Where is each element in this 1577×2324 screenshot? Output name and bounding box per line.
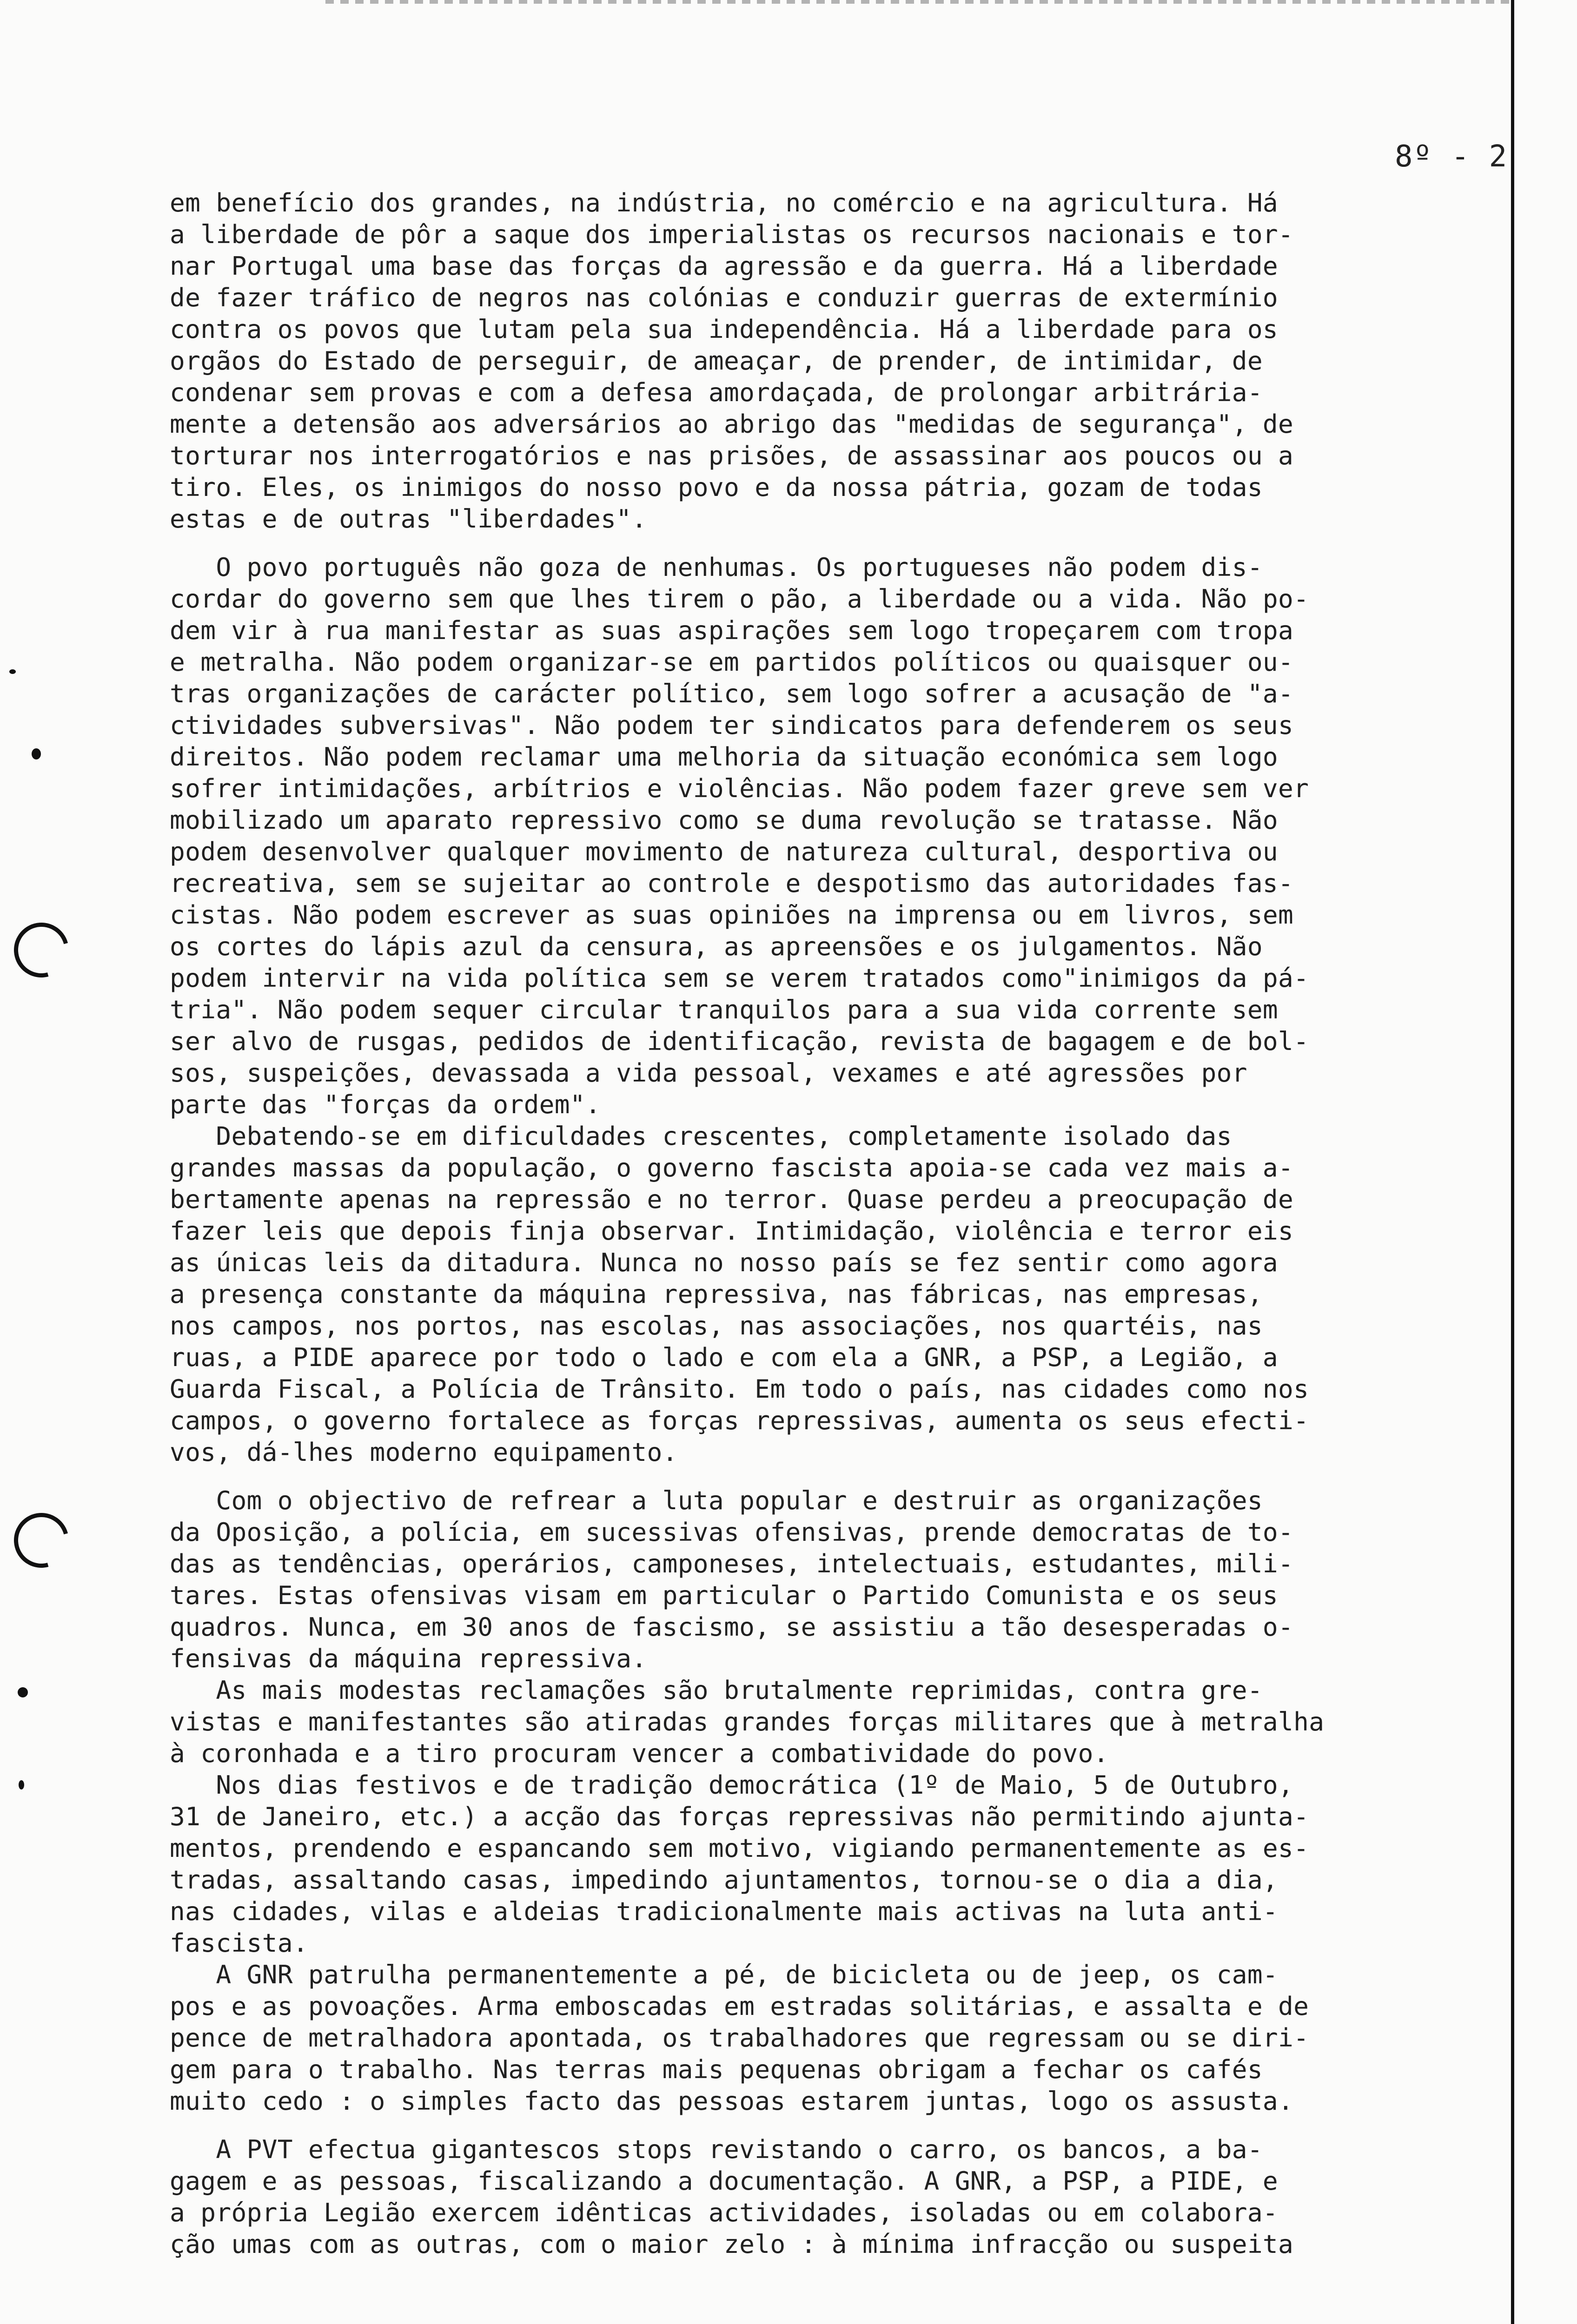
text-line: cistas. Não podem escrever as suas opiniões na imprensa ou em livros, sem [170,900,1294,930]
text-line: orgãos do Estado de perseguir, de ameaçar, de prender, de intimidar, de [170,346,1263,376]
paragraph-gap [170,2117,1499,2133]
text-line: fascista. [170,1928,309,1958]
text-line: ruas, a PIDE aparece por todo o lado e com ela a GNR, a PSP, a Legião, a [170,1342,1279,1372]
text-line: cordar do governo sem que lhes tirem o pão, a liberdade ou a vida. Não po- [170,584,1309,614]
text-line: as únicas leis da ditadura. Nunca no nosso país se fez sentir como agora [170,1248,1279,1277]
margin-dot-mark [18,1687,28,1697]
text-line: vos, dá-lhes moderno equipamento. [170,1437,678,1467]
text-line: de fazer tráfico de negros nas colónias e conduzir guerras de extermínio [170,283,1279,312]
text-line: estas e de outras "liberdades". [170,504,647,534]
text-line: ctividades subversivas". Não podem ter sindicatos para defenderem os seus [170,710,1294,740]
text-line: tares. Estas ofensivas visam em particular o Partido Comunista e os seus [170,1580,1279,1610]
text-line: tradas, assaltando casas, impedindo ajuntamentos, tornou-se o dia a dia, [170,1865,1279,1895]
text-line: a presença constante da máquina repressiva, nas fábricas, nas empresas, [170,1279,1263,1309]
text-line: parte das "forças da ordem". [170,1089,601,1119]
text-line: ção umas com as outras, com o maior zelo : à mínima infracção ou suspeita [170,2229,1294,2259]
text-line: Guarda Fiscal, a Polícia de Trânsito. Em todo o país, nas cidades como nos [170,1374,1309,1404]
text-line: 31 de Janeiro, etc.) a acção das forças repressivas não permitindo ajunta- [170,1802,1309,1831]
document-body-text [170,187,1499,2260]
text-line: Debatendo-se em dificuldades crescentes, completamente isolado das [170,1121,1232,1151]
binder-hole-ring [4,1503,79,1578]
margin-dot-mark [32,748,41,759]
text-line: vistas e manifestantes são atiradas grandes forças militares que à metralha [170,1707,1325,1736]
text-line: pence de metralhadora apontada, os trabalhadores que regressam ou se diri- [170,2023,1309,2053]
text-line: quadros. Nunca, em 30 anos de fascismo, se assistiu a tão desesperadas o- [170,1612,1294,1642]
text-line: O povo português não goza de nenhumas. Os portugueses não podem dis- [170,552,1263,582]
text-line: nar Portugal uma base das forças da agressão e da guerra. Há a liberdade [170,251,1279,281]
text-line: contra os povos que lutam pela sua independência. Há a liberdade para os [170,314,1279,344]
text-line: Com o objectivo de refrear a luta popular e destruir as organizações [170,1486,1263,1515]
text-line: mentos, prendendo e espancando sem motivo, vigiando permanentemente as es- [170,1833,1309,1863]
text-line: A GNR patrulha permanentemente a pé, de bicicleta ou de jeep, os cam- [170,1960,1279,1989]
text-line: campos, o governo fortalece as forças repressivas, aumenta os seus efecti- [170,1406,1309,1435]
right-margin-rule [1511,0,1514,2324]
top-edge-rule [325,0,1516,4]
text-line: gagem e as pessoas, fiscalizando a documentação. A GNR, a PSP, a PIDE, e [170,2166,1279,2196]
paragraph-gap [170,1468,1499,1485]
text-line: torturar nos interrogatórios e nas prisões, de assassinar aos poucos ou a [170,441,1294,470]
text-line: tiro. Eles, os inimigos do nosso povo e da nossa pátria, gozam de todas [170,472,1263,502]
text-line: tria". Não podem sequer circular tranquilos para a sua vida corrente sem [170,995,1279,1024]
text-line: pos e as povoações. Arma emboscadas em estradas solitárias, e assalta e de [170,1991,1309,2021]
text-line: e metralha. Não podem organizar-se em partidos políticos ou quaisquer ou- [170,647,1294,677]
text-line: à coronhada e a tiro procuram vencer a combatividade do povo. [170,1738,1109,1768]
margin-dot-mark [19,1780,24,1789]
text-line: grandes massas da população, o governo fascista apoia-se cada vez mais a- [170,1153,1294,1182]
text-line: podem intervir na vida política sem se verem tratados como"inimigos da pá- [170,963,1309,993]
text-line: fensivas da máquina repressiva. [170,1644,647,1673]
text-line: nos campos, nos portos, nas escolas, nas associações, nos quartéis, nas [170,1311,1263,1340]
text-line: sofrer intimidações, arbítrios e violências. Não podem fazer greve sem ver [170,773,1309,803]
text-line: sos, suspeições, devassada a vida pessoal, vexames e até agressões por [170,1058,1247,1088]
text-line: nas cidades, vilas e aldeias tradicionalmente mais activas na luta anti- [170,1896,1279,1926]
text-line: bertamente apenas na repressão e no terror. Quase perdeu a preocupação de [170,1184,1294,1214]
text-line: fazer leis que depois finja observar. Intimidação, violência e terror eis [170,1216,1294,1246]
text-line: muito cedo : o simples facto das pessoas estarem juntas, logo os assusta. [170,2086,1294,2116]
text-line: a própria Legião exercem idênticas actividades, isoladas ou em colabora- [170,2198,1279,2227]
text-line: das as tendências, operários, camponeses, intelectuais, estudantes, mili- [170,1549,1294,1578]
text-line: dem vir à rua manifestar as suas aspirações sem logo tropeçarem com tropa [170,615,1294,645]
text-line: condenar sem provas e com a defesa amordaçada, de prolongar arbitrária- [170,377,1263,407]
text-line: As mais modestas reclamações são brutalmente reprimidas, contra gre- [170,1675,1263,1705]
binder-hole-ring [4,912,79,987]
text-line: direitos. Não podem reclamar uma melhoria da situação económica sem logo [170,742,1279,772]
text-line: da Oposição, a polícia, em sucessivas ofensivas, prende democratas de to- [170,1517,1294,1547]
text-line: a liberdade de pôr a saque dos imperialistas os recursos nacionais e tor- [170,219,1294,249]
text-line: podem desenvolver qualquer movimento de natureza cultural, desportiva ou [170,837,1279,866]
text-line: tras organizações de carácter político, sem logo sofrer a acusação de "a- [170,679,1294,708]
text-line: mente a detensão aos adversários ao abrigo das "medidas de segurança", de [170,409,1294,439]
text-line: mobilizado um aparato repressivo como se duma revolução se tratasse. Não [170,805,1279,835]
margin-dot-mark [9,669,16,674]
text-line: gem para o trabalho. Nas terras mais pequenas obrigam a fechar os cafés [170,2054,1263,2084]
text-line: ser alvo de rusgas, pedidos de identificação, revista de bagagem e de bol- [170,1026,1309,1056]
page-number: 8º - 2 [1395,139,1508,174]
text-line: os cortes do lápis azul da censura, as apreensões e os julgamentos. Não [170,931,1263,961]
text-line: em benefício dos grandes, na indústria, no comércio e na agricultura. Há [170,188,1279,218]
text-line: Nos dias festivos e de tradição democrática (1º de Maio, 5 de Outubro, [170,1770,1294,1800]
text-line: recreativa, sem se sujeitar ao controle e despotismo das autoridades fas- [170,868,1294,898]
paragraph-gap [170,535,1499,551]
text-line: A PVT efectua gigantescos stops revistando o carro, os bancos, a ba- [170,2134,1263,2164]
